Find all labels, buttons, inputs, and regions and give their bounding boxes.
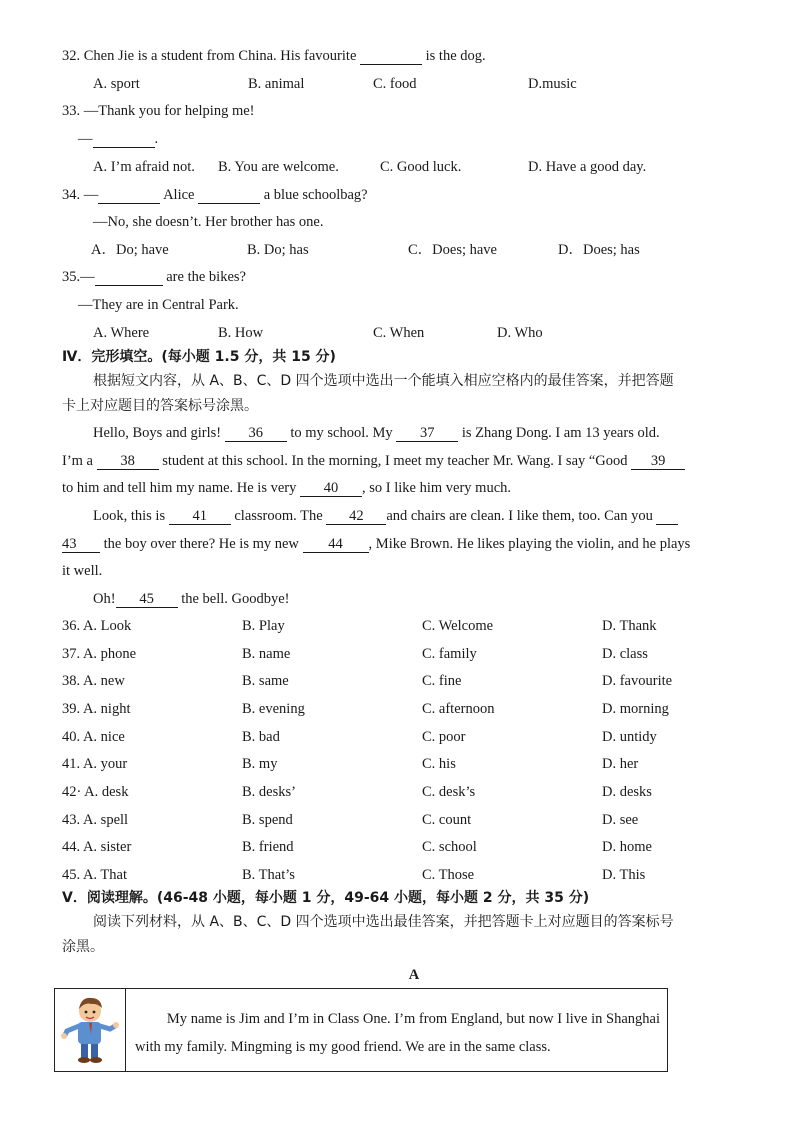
question-32-stem: 32. Chen Jie is a student from China. His favourite is the dog.: [62, 48, 486, 64]
q32-option-d: D.music: [528, 76, 577, 92]
cloze-option: C. Those: [422, 867, 475, 883]
q33-option-b: B. You are welcome.: [218, 159, 339, 175]
blank-44[interactable]: 44: [303, 536, 369, 553]
passage-a-box: [54, 988, 668, 1072]
answer-blank[interactable]: [198, 187, 260, 204]
cloze-option: B. desks’: [242, 784, 296, 800]
question-34-stem: 34. — Alice a blue schoolbag?: [62, 187, 368, 203]
cloze-option: 40. A. nice: [62, 729, 125, 745]
cloze-option: 41. A. your: [62, 756, 128, 772]
passage-a-text: My name is Jim and I’m in Class One. I’m from England, but now I live in Shanghai with my family. Mingming is my good friend. We are in the same class.: [135, 1011, 660, 1055]
q35-option-a: A. Where: [93, 325, 150, 341]
boy-illustration: [55, 989, 126, 1071]
cloze-option: 36. A. Look: [62, 618, 132, 634]
cloze-option: 37. A. phone: [62, 646, 137, 662]
answer-blank[interactable]: [93, 131, 155, 148]
cloze-option: B. bad: [242, 729, 280, 745]
q35-option-b: B. How: [218, 325, 264, 341]
cloze-option: D. class: [602, 646, 648, 662]
cloze-option: D. morning: [602, 701, 669, 717]
cloze-option: B. my: [242, 756, 278, 772]
answer-blank[interactable]: [98, 187, 160, 204]
q35-option-d: D. Who: [497, 325, 543, 341]
blank-43-start: [656, 508, 678, 525]
cloze-option: D. home: [602, 839, 652, 855]
cloze-option: C. count: [422, 812, 472, 828]
blank-39[interactable]: 39: [631, 453, 685, 470]
cloze-option: B. Play: [242, 618, 285, 634]
q33-option-d: D. Have a good day.: [528, 159, 647, 175]
q34-option-d: D．Does; has: [558, 242, 640, 258]
section-5-instructions-2: 涂黑。: [62, 939, 104, 955]
cloze-line-4: Look, this is 41 classroom. The 42 and chairs are clean. I like them, too. Can you: [93, 506, 678, 526]
blank-36[interactable]: 36: [225, 425, 287, 442]
cloze-option: D. untidy: [602, 729, 657, 745]
cloze-option: B. That’s: [242, 867, 295, 883]
cloze-option: 45. A. That: [62, 867, 127, 883]
cloze-option: C. poor: [422, 729, 466, 745]
cloze-option: C. desk’s: [422, 784, 476, 800]
q34-option-b: B. Do; has: [247, 242, 309, 258]
cloze-option: B. evening: [242, 701, 305, 717]
section-4-instructions-1: 根据短文内容，从 A、B、C、D 四个选项中选出一个能填入相应空格内的最佳答案，并把答题: [93, 373, 674, 389]
blank-40[interactable]: 40: [300, 480, 362, 497]
question-33-stem: 33. —Thank you for helping me!: [62, 103, 255, 119]
cloze-option: C. afternoon: [422, 701, 495, 717]
q34-option-a: A．Do; have: [91, 242, 169, 258]
q32-option-c: C. food: [373, 76, 417, 92]
blank-38[interactable]: 38: [97, 453, 159, 470]
cloze-option: D. see: [602, 812, 639, 828]
cloze-option: B. spend: [242, 812, 293, 828]
cloze-line-2: I’m a 38 student at this school. In the morning, I meet my teacher Mr. Wang. I say “Good 39: [62, 451, 685, 471]
cloze-option: D. desks: [602, 784, 652, 800]
cloze-line-3: to him and tell him my name. He is very 40 , so I like him very much.: [62, 480, 512, 496]
question-34-reply: —No, she doesn’t. Her brother has one.: [93, 214, 324, 230]
q34-option-c: C．Does; have: [408, 242, 497, 258]
cloze-option: D. This: [602, 867, 646, 883]
section-4-title: Ⅳ．完形填空。(每小题 1.5 分，共 15 分): [62, 349, 336, 365]
q32-option-a: A. sport: [93, 76, 140, 92]
cloze-option: D. her: [602, 756, 639, 772]
answer-blank[interactable]: [95, 269, 163, 286]
cloze-option: D. Thank: [602, 618, 657, 634]
cloze-line-5: 43 the boy over there? He is my new 44 , Mike Brown. He likes playing the violin, and he plays: [62, 536, 691, 552]
passage-a-label: A: [408, 967, 420, 983]
cloze-line-1: Hello, Boys and girls! 36 to my school. My 37 is Zhang Dong. I am 13 years old.: [93, 425, 660, 441]
boy-cartoon-icon: [55, 989, 125, 1071]
question-35-stem: 35.— are the bikes?: [62, 269, 246, 285]
blank-45[interactable]: 45: [116, 591, 178, 608]
cloze-option: C. Welcome: [422, 618, 494, 634]
cloze-option: C. family: [422, 646, 477, 662]
q32-option-b: B. animal: [248, 76, 305, 92]
section-4-instructions-2: 卡上对应题目的答案标号涂黑。: [62, 398, 258, 414]
cloze-option: D. favourite: [602, 673, 673, 689]
blank-42[interactable]: 42: [326, 508, 386, 525]
blank-41[interactable]: 41: [169, 508, 231, 525]
cloze-option: 43. A. spell: [62, 812, 129, 828]
answer-blank[interactable]: [360, 48, 422, 65]
cloze-option: C. school: [422, 839, 477, 855]
blank-37[interactable]: 37: [396, 425, 458, 442]
cloze-option: 38. A. new: [62, 673, 125, 689]
cloze-option: B. friend: [242, 839, 294, 855]
section-5-title: Ⅴ．阅读理解。(46-48 小题，每小题 1 分，49-64 小题，每小题 2 分，共 35 分): [62, 890, 590, 906]
cloze-option: B. name: [242, 646, 291, 662]
question-35-reply: —They are in Central Park.: [78, 297, 239, 313]
cloze-option: C. fine: [422, 673, 462, 689]
cloze-line-6: it well.: [62, 563, 103, 579]
q33-option-c: C. Good luck.: [380, 159, 462, 175]
blank-43[interactable]: 43: [62, 536, 100, 553]
cloze-option: C. his: [422, 756, 456, 772]
cloze-option: 42· A. desk: [62, 784, 129, 800]
question-33-reply: — .: [78, 131, 159, 147]
cloze-option: 44. A. sister: [62, 839, 132, 855]
q35-option-c: C. When: [373, 325, 425, 341]
cloze-option: B. same: [242, 673, 289, 689]
cloze-line-7: Oh! 45 the bell. Goodbye!: [93, 591, 290, 607]
cloze-option: 39. A. night: [62, 701, 131, 717]
q33-option-a: A. I’m afraid not.: [93, 159, 195, 175]
section-5-instructions-1: 阅读下列材料，从 A、B、C、D 四个选项中选出最佳答案，并把答题卡上对应题目的答案标号: [93, 914, 674, 930]
